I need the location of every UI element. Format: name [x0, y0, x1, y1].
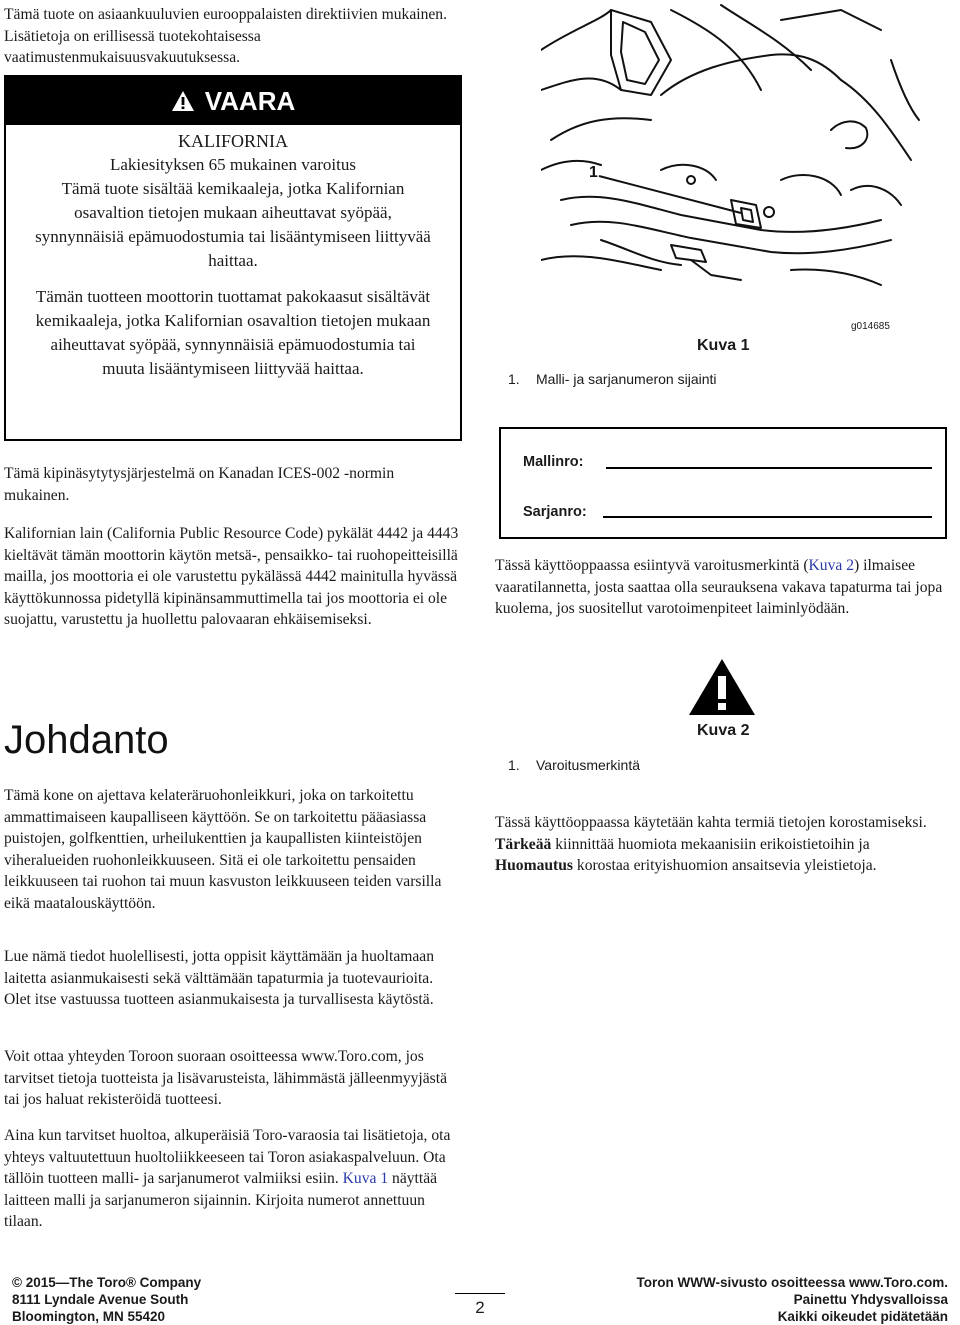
- figure-1-link[interactable]: Kuva 1: [342, 1170, 389, 1187]
- page-number-rule: [455, 1293, 505, 1294]
- intro-paragraph-4: Aina kun tarvitset huoltoa, alkuperäisiä Toro-varaosia tai lisätietoja, ota yhteys valtuutettuun huoltoliikkeeseen tai Toron asiakaspalveluun. Ota tällöin tuotteen malli- ja sarjanumerot valmiiksi esiin. Kuva 1 näyttää laitteen malli ja sarjanumeron sijainnin. Kirjoita numerot annettuun tilaan.: [4, 1127, 451, 1230]
- note-term: Huomautus: [495, 857, 573, 874]
- compliance-paragraph: Tämä tuote on asiaankuuluvien eurooppalaisten direktiivien mukainen. Lisätietoja on erillisessä tuotekohtaisessa vaatimustenmukaisuusvakuutuksessa.: [4, 6, 447, 66]
- footer-website: Toron WWW-sivusto osoitteessa www.Toro.com.: [636, 1275, 948, 1290]
- figure-1-callout: 1: [589, 164, 598, 181]
- section-heading: Johdanto: [4, 718, 169, 762]
- page-number: 2: [475, 1298, 485, 1317]
- figure-1-legend-number: 1.: [508, 371, 520, 387]
- figure-1-illustration: [541, 0, 921, 300]
- footer-copyright: © 2015—The Toro® Company: [12, 1275, 202, 1290]
- figure-1-image-id: g014685: [851, 321, 890, 332]
- figure-2-link[interactable]: Kuva 2: [808, 557, 855, 574]
- footer-address-1: 8111 Lyndale Avenue South: [12, 1292, 189, 1307]
- intro-paragraph-2: Lue nämä tiedot huolellisesti, jotta oppisit käyttämään ja huoltamaan laitetta asianmukaisesti sekä välttämään tapaturmia ja tuotevaurioita. Olet itse vastuussa tuotteen asianmukaisesta ja turvallisesta käytöstä.: [4, 948, 435, 1008]
- ices-paragraph: Tämä kipinäsytytysjärjestelmä on Kanadan ICES-002 -normin mukainen.: [4, 465, 395, 504]
- intro-paragraph-3: Voit ottaa yhteyden Toroon suoraan osoitteessa www.Toro.com, jos tarvitset tietoja tuotteista ja lisävarusteista, lähimmästä jälleenmyyjästä tai jos haluat rekisteröidä tuotteesi.: [4, 1048, 447, 1108]
- model-number-field[interactable]: [606, 467, 932, 469]
- warning-subtitle: Lakiesityksen 65 mukainen varoitus: [110, 155, 356, 174]
- safety-alert-paragraph: Tässä käyttöoppaassa esiintyvä varoitusmerkintä (Kuva 2) ilmaisee vaaratilannetta, josta saattaa olla seurauksena vakava tapaturma tai jopa kuolema, jos suositellut varotoimenpiteet laiminlyödään.: [495, 557, 943, 617]
- warning-title: VAARA: [204, 85, 296, 116]
- figure-1-legend-text: Malli- ja sarjanumeron sijainti: [536, 371, 717, 387]
- safety-alert-symbol-icon: [687, 657, 757, 717]
- important-term: Tärkeää: [495, 835, 552, 853]
- footer-rights: Kaikki oikeudet pidätetään: [777, 1309, 948, 1324]
- figure-2-legend-number: 1.: [508, 757, 520, 773]
- warning-text-1: Tämä tuote sisältää kemikaaleja, jotka Kalifornian osavaltion tietojen mukaan aiheuttavat syöpää, synnynnäisiä epämuodostumia tai lisääntymiseen liittyvää haittaa.: [35, 179, 431, 270]
- figure-2-legend-text: Varoitusmerkintä: [536, 757, 641, 773]
- california-law-paragraph: Kalifornian lain (California Public Resource Code) pykälät 4442 ja 4443 kieltävät tämän moottorin käytön metsä-, pensaikko- tai ruohopeitteisillä mailla, jos moottoria ei ole varustettu pykälässä 4442 mainitulla hyvässä käyttökunnossa pidetyllä kipinänsammuttimella tai jos moottoria ei ole suojattu, varustettu ja huollettu palovaaran ehkäisemiseksi.: [4, 525, 459, 628]
- footer-address-2: Bloomington, MN 55420: [12, 1309, 166, 1324]
- warning-triangle-icon: [171, 90, 195, 112]
- model-number-label: Mallinro:: [523, 454, 584, 470]
- intro-paragraph-1: Tämä kone on ajettava kelateräruohonleikkuri, joka on tarkoitettu ammattimaiseen kaupalliseen käyttöön. Se on tarkoitettu pääasiassa puistojen, golfkenttien, urheilukenttien ja kaupallisten kiinteistöjen viheralueiden ruohonleikkuuseen. Sitä ei ole tarkoitettu pensaiden leikkuuseen tai ruohon tai muun kasvuston leikkuuseen teiden varsilla eikä maatalouskäyttöön.: [4, 787, 442, 912]
- figure-2-caption: Kuva 2: [697, 722, 750, 739]
- figure-1-caption: Kuva 1: [697, 337, 750, 354]
- warning-state: KALIFORNIA: [178, 131, 288, 151]
- warning-header: [6, 77, 460, 125]
- serial-number-label: Sarjanro:: [523, 504, 587, 520]
- serial-number-field[interactable]: [603, 516, 932, 518]
- footer-printed: Painettu Yhdysvalloissa: [793, 1292, 948, 1307]
- terms-paragraph: Tässä käyttöoppaassa käytetään kahta termiä tietojen korostamiseksi. Tärkeää kiinnittää huomiota mekaanisiin erikoistietoihin ja Huomautus korostaa erityishuomion ansaitsevia yleistietoja.: [495, 814, 927, 874]
- warning-text-2: Tämän tuotteen moottorin tuottamat pakokaasut sisältävät kemikaaleja, jotka Kalifornian osavaltion tietojen mukaan aiheuttavat syöpää, synnynnäisiä epämuodostumia tai muuta lisääntymiseen liittyvää haittaa.: [35, 287, 431, 378]
- model-serial-box: [499, 427, 947, 539]
- danger-warning-box: [4, 75, 462, 441]
